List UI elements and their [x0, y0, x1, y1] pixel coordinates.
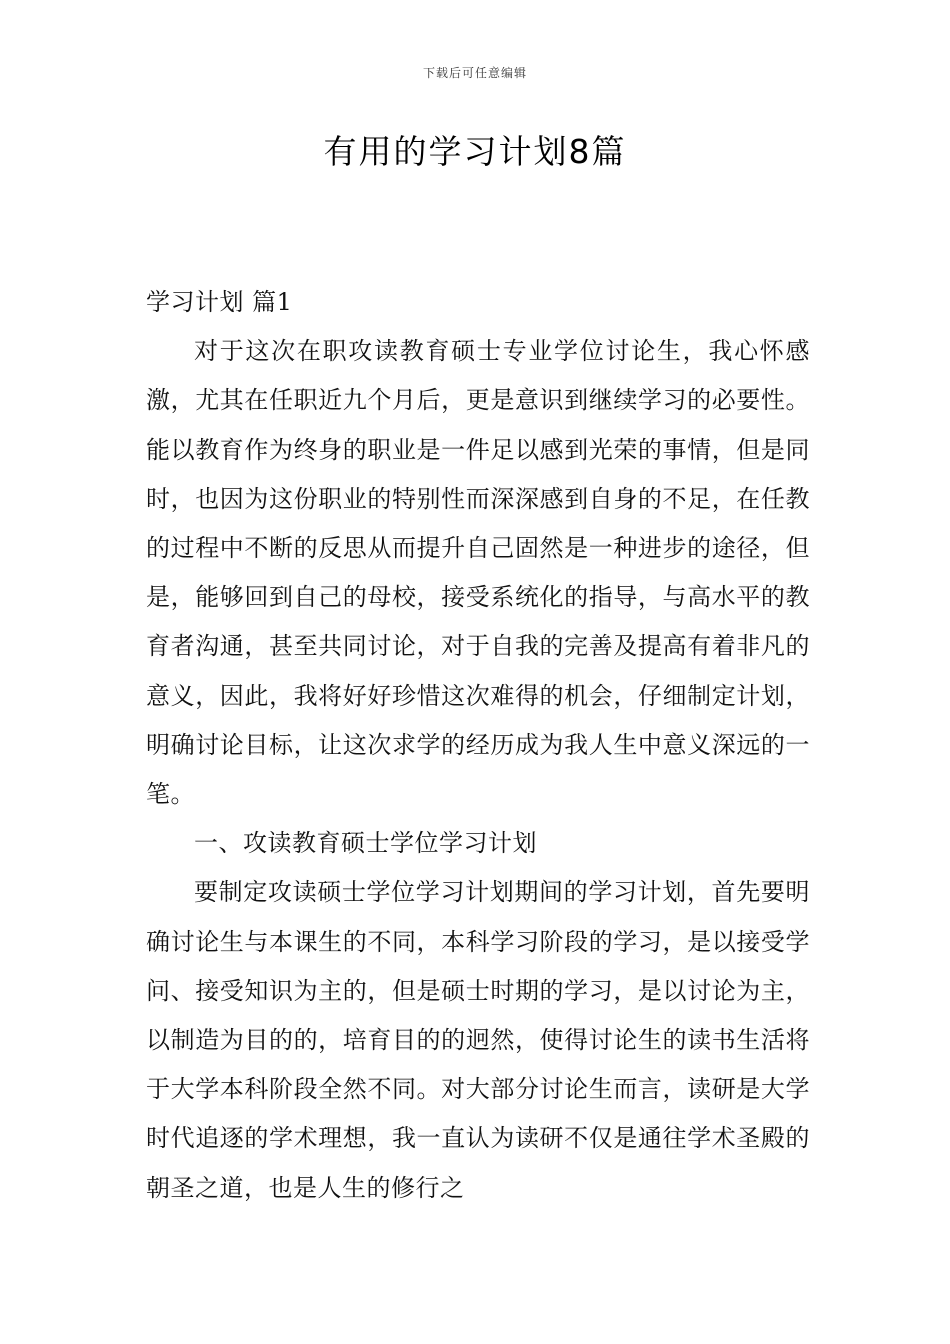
- header-note: 下载后可任意编辑: [422, 66, 527, 80]
- section-heading: 学习计划 篇1: [146, 288, 293, 316]
- paragraph-2: 要制定攻读硕士学位学习计划期间的学习计划，首先要明确讨论生与本课生的不同，本科学习阶段的学习，是以接受学问、接受知识为主的，但是硕士时期的学习，是以讨论为主，以制造为目的的，培育目的的迥然，使得讨论生的读书生活将于大学本科阶段全然不同。对大部分讨论生而言，读研是大学时代追逐的学术理想，我一直认为读研不仅是通往学术圣殿的朝圣之道，也是人生的修行之: [146, 878, 810, 1202]
- document-title: 有用的学习计划8篇: [323, 132, 627, 171]
- document-body: [146, 278, 810, 1213]
- sub-heading-1: 一、攻读教育硕士学位学习计划: [194, 829, 537, 858]
- paragraph-1: 对于这次在职攻读教育硕士专业学位讨论生，我心怀感激，尤其在任职近九个月后，更是意识到继续学习的必要性。能以教育作为终身的职业是一件足以感到光荣的事情，但是同时，也因为这份职业的特别性而深深感到自身的不足，在任教的过程中不断的反思从而提升自己固然是一种进步的途径，但是，能够回到自己的母校，接受系统化的指导，与高水平的教育者沟通，甚至共同讨论，对于自我的完善及提高有着非凡的意义，因此，我将好好珍惜这次难得的机会，仔细制定计划，明确讨论目标，让这次求学的经历成为我人生中意义深远的一笔。: [146, 337, 810, 809]
